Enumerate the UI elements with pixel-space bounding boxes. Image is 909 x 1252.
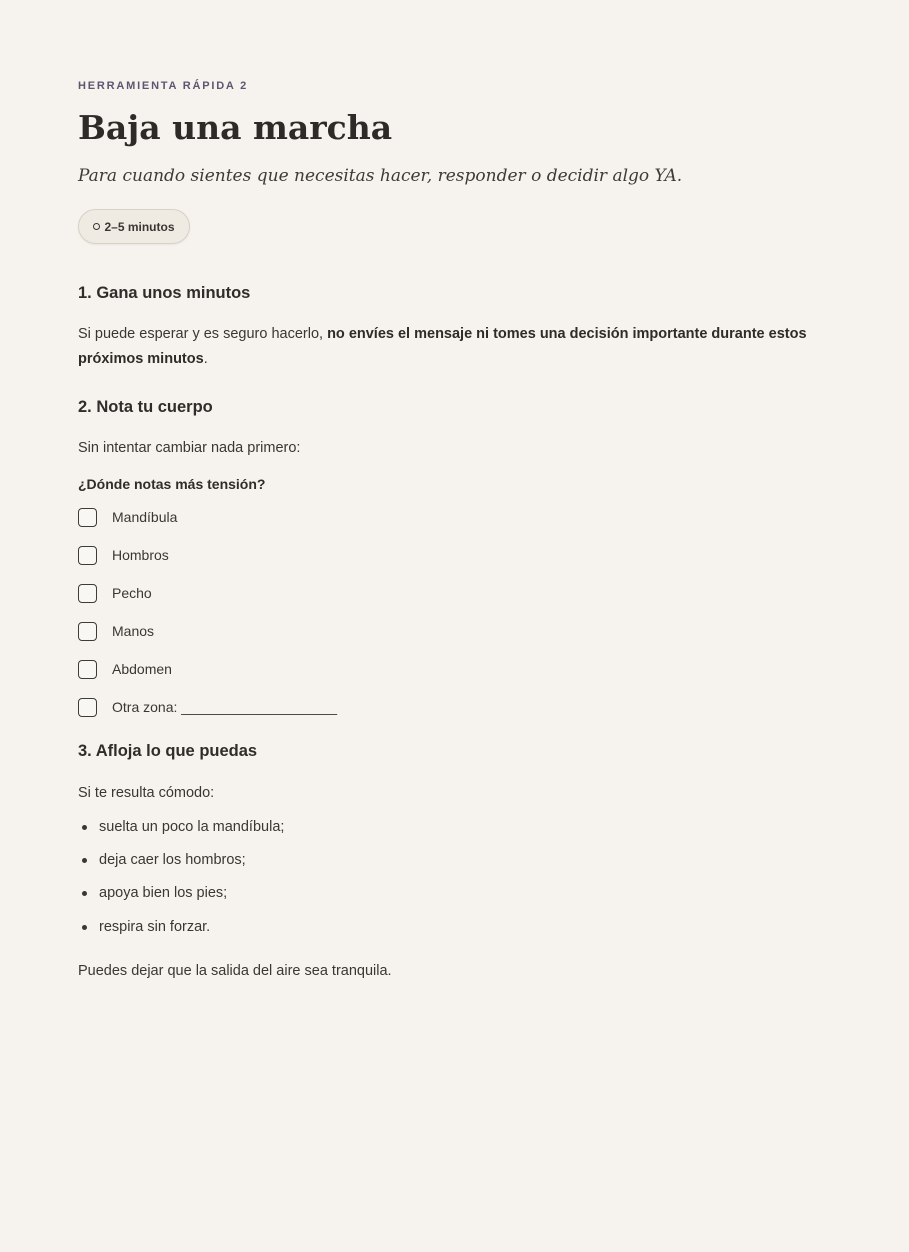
tool-eyebrow: HERRAMIENTA RÁPIDA 2 [78,80,249,92]
checkbox-row[interactable] [78,696,337,718]
section-2-heading: 2. Nota tu cuerpo [78,398,213,416]
list-item [78,852,246,868]
section-3-heading: 3. Afloja lo que puedas [78,742,258,760]
section-1-text [78,322,838,372]
checkbox-row[interactable] [78,658,172,680]
list-item-text: respira sin forzar. [99,919,211,935]
checkbox-label: Pecho [112,585,152,601]
list-item [78,819,284,835]
duration-badge [78,209,190,244]
section-3-closing: Puedes dejar que la salida del aire sea tranquila. [78,963,392,979]
list-item [78,885,227,901]
section-1-heading: 1. Gana unos minutos [78,284,251,302]
checkbox-label: Abdomen [112,661,172,677]
page-subtitle: Para cuando sientes que necesitas hacer, responder o decidir algo YA. [78,166,683,186]
checkbox-pecho[interactable] [78,584,97,603]
checkbox-label: Hombros [112,547,169,563]
checkbox-row[interactable] [78,544,169,566]
list-item-text: deja caer los hombros; [99,852,246,868]
section-3-intro: Si te resulta cómodo: [78,785,215,801]
clock-icon [93,223,100,230]
checkbox-manos[interactable] [78,622,97,641]
checkbox-row[interactable] [78,582,152,604]
checkbox-label: Mandíbula [112,509,178,525]
bullet-icon [82,825,87,830]
checkbox-mandibula[interactable] [78,508,97,527]
checkbox-otra-zona[interactable] [78,698,97,717]
tension-question: ¿Dónde notas más tensión? [78,476,266,492]
checkbox-row[interactable] [78,620,154,642]
bullet-icon [82,858,87,863]
checkbox-label: Manos [112,623,155,639]
section-2-intro: Sin intentar cambiar nada primero: [78,440,301,456]
bullet-icon [82,891,87,896]
list-item [78,919,210,935]
page-title: Baja una marcha [78,108,393,147]
list-item-text: suelta un poco la mandíbula; [99,819,285,835]
checkbox-abdomen[interactable] [78,660,97,679]
list-item-text: apoya bien los pies; [99,885,228,901]
checkbox-label: Otra zona: ____________________ [112,699,337,715]
checkbox-hombros[interactable] [78,546,97,565]
duration-label: 2–5 minutos [104,219,175,234]
section-1-text-emphasis: no envíes el mensaje ni tomes una decisión importante durante estos próximos minutos [78,326,807,367]
section-1-text-end: . [203,351,208,367]
checkbox-row[interactable] [78,506,177,528]
bullet-icon [82,925,87,930]
section-1-text-start: Si puede esperar y es seguro hacerlo, [78,326,328,342]
